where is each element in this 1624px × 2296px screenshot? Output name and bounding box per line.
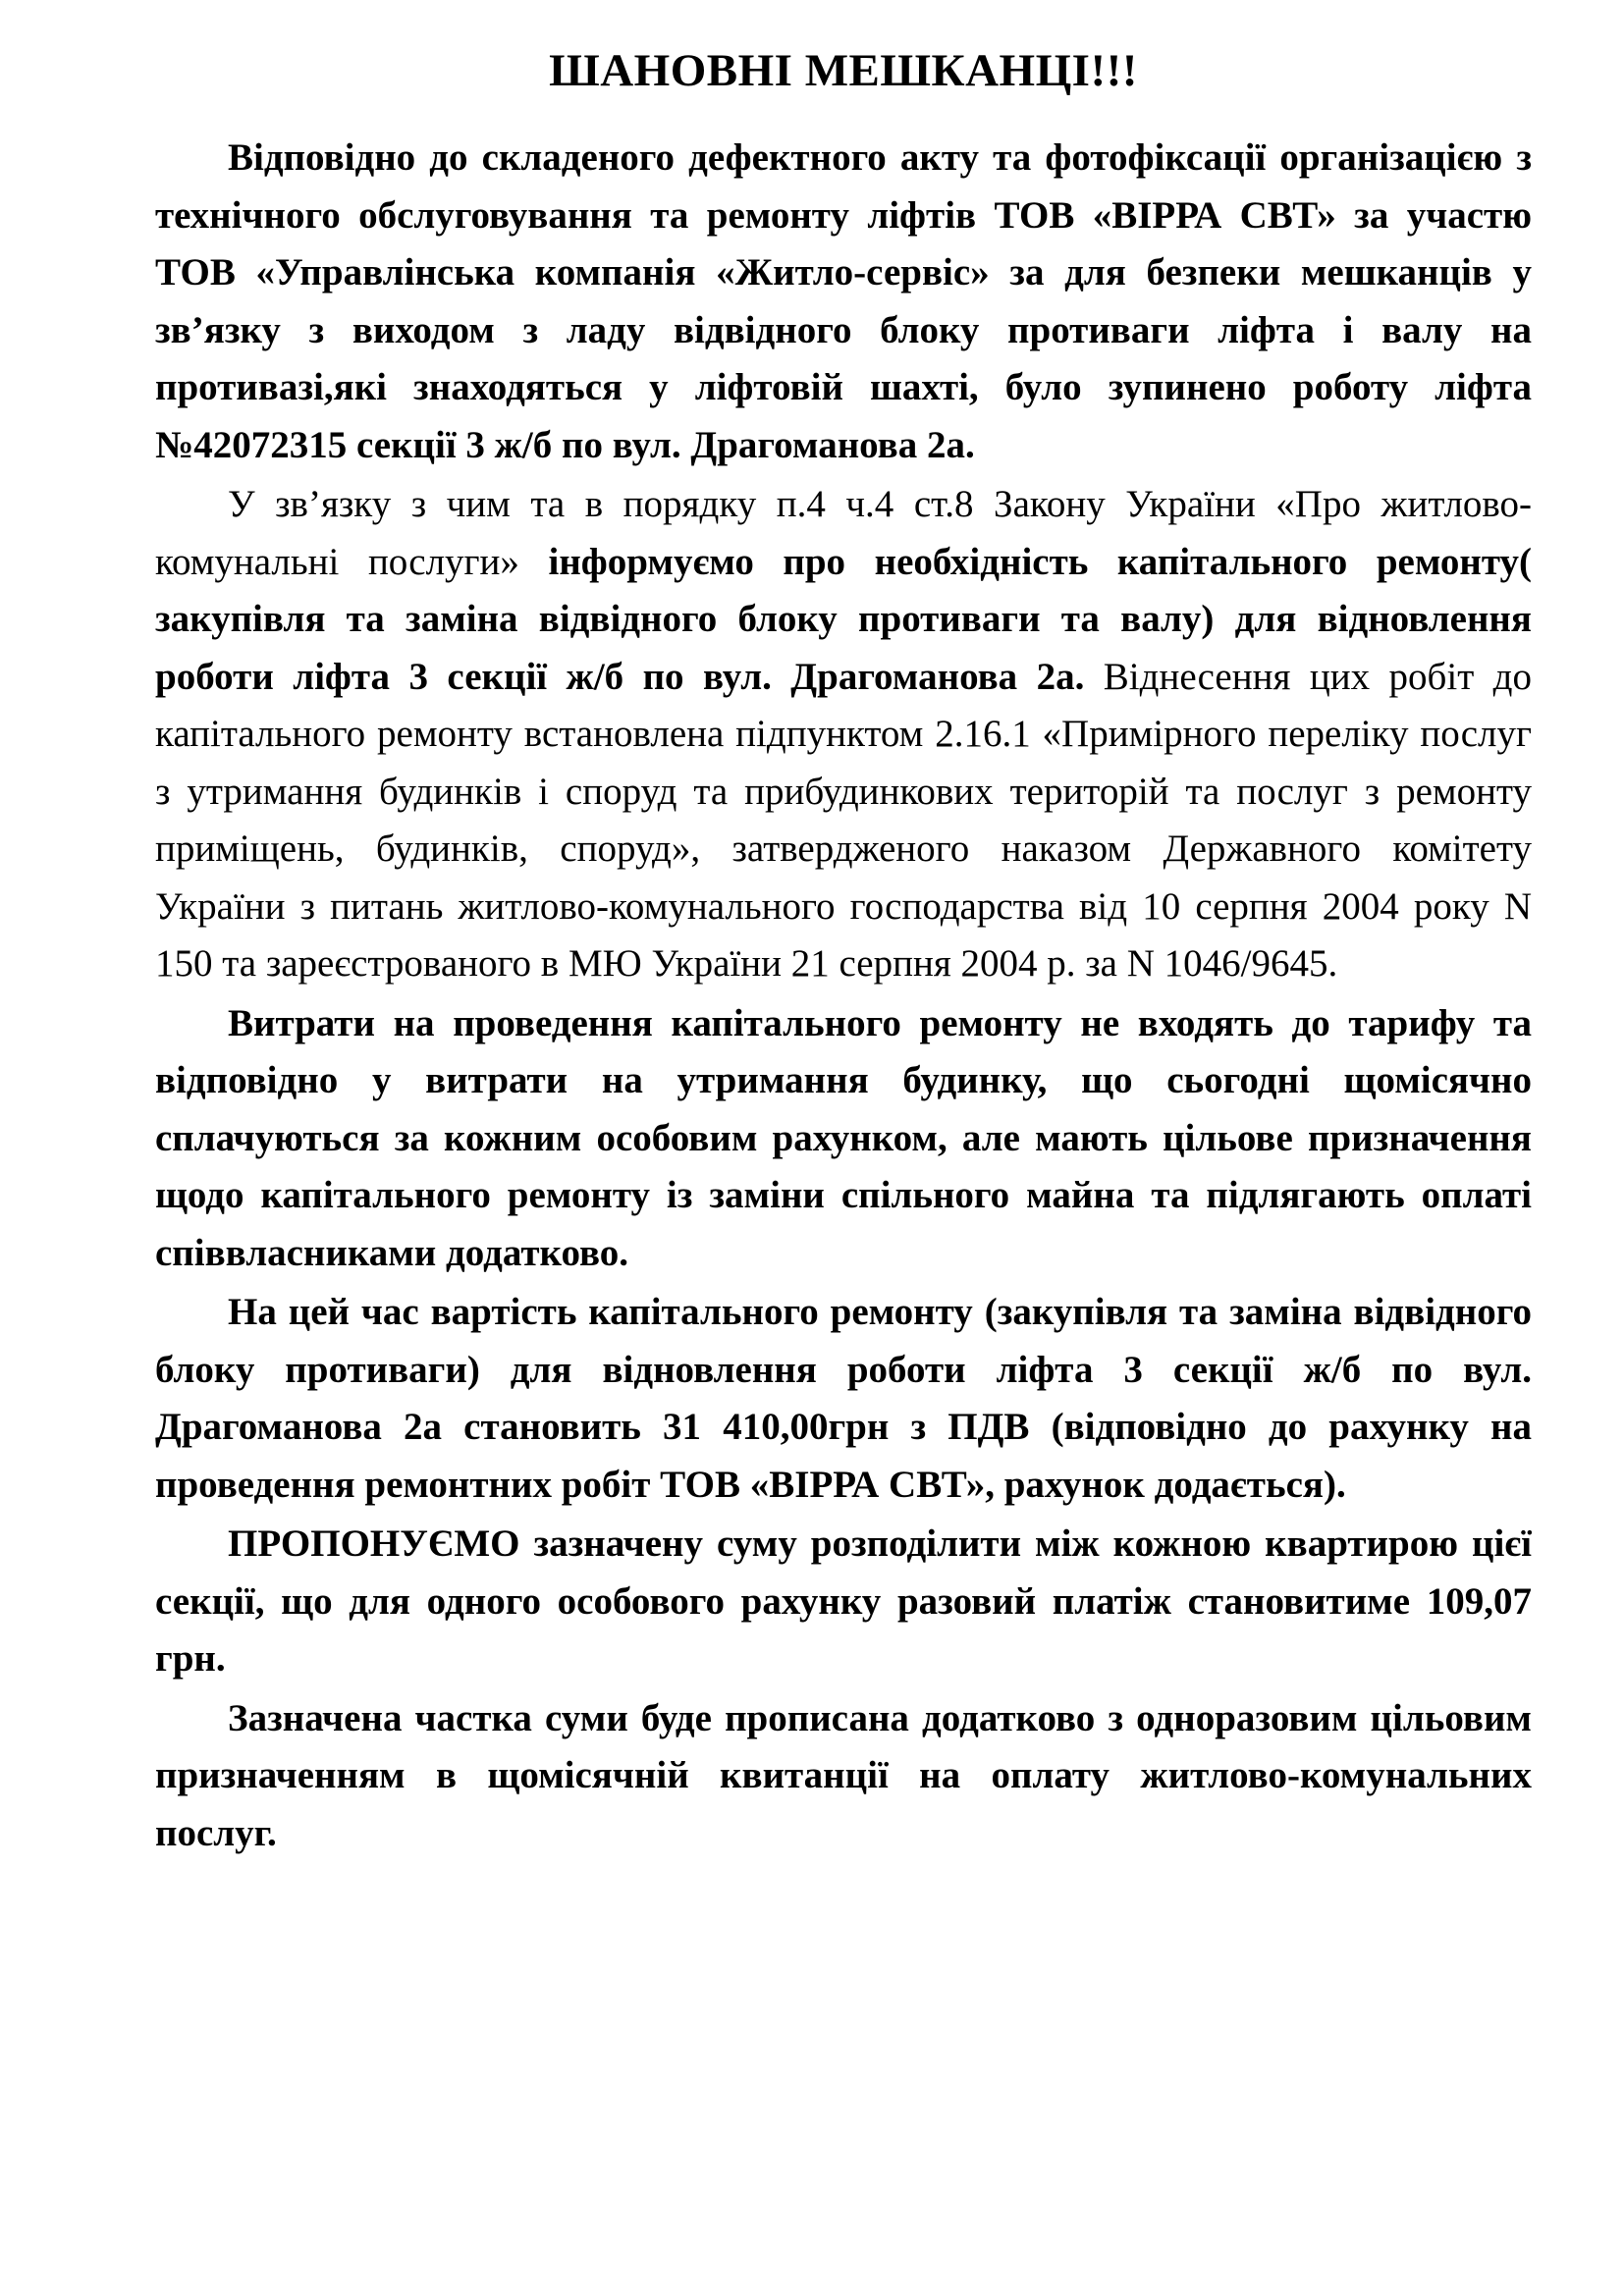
document-title: ШАНОВНІ МЕШКАНЦІ!!! [549, 45, 1138, 96]
legal-basis-intro: У зв’язку з чим та в порядку п.4 ч.4 ст.8 Закону України «Про житлово-комунальні послуги» [155, 483, 1532, 583]
legal-reference: Віднесення цих робіт до капітального ремонту встановлена підпунктом 2.16.1 «Примірного переліку послуг з утримання будинків і споруд та прибудинкових територій та послуг з ремонту приміщень, будинків, споруд», затвердженого наказом Державного комітету України з питань житлово-комунального господарства від 10 серпня 2004 року N 150 та зареєстрованого в МЮ України 21 серпня 2004 р. за N 1046/9645. [155, 655, 1533, 985]
paragraph-legal-basis [155, 476, 1532, 993]
paragraph-defect-act: Відповідно до складеного дефектного акту та фотофіксації організацією з технічного обслуговування та ремонту ліфтів ТОВ «ВІРРА СВТ» за участю ТОВ «Управлінська компанія «Житло-сервіс» за для безпеки мешканців у зв’язку з виходом з ладу відвідного блоку противаги ліфта і валу на противазі,які знаходяться у ліфтовій шахті, було зупинено роботу ліфта №42072315 секції 3 ж/б по вул. Драгоманова 2а. [155, 136, 1532, 466]
paragraph-proposal: ПРОПОНУЄМО зазначену суму розподілити між кожною квартирою цієї секції, що для одного особового рахунку разовий платіж становитиме 109,07 грн. [155, 1522, 1532, 1680]
paragraph-billing: Зазначена частка суми буде прописана додатково з одноразовим цільовим призначенням в щомісячній квитанції на оплату житлово-комунальних послуг. [155, 1696, 1532, 1854]
paragraph-repair-cost: На цей час вартість капітального ремонту (закупівля та заміна відвідного блоку противаги) для відновлення роботи ліфта 3 секції ж/б по вул. Драгоманова 2а становить 31 410,00грн з ПДВ (відповідно до рахунку на проведення ремонтних робіт ТОВ «ВІРРА СВТ», рахунок додається). [155, 1291, 1532, 1506]
capital-repair-notice: інформуємо про необхідність капітального ремонту( закупівля та заміна відвідного блоку противаги та валу) для відновлення роботи ліфта 3 секції ж/б по вул. Драгоманова 2а. [155, 540, 1532, 698]
paragraph-costs: Витрати на проведення капітального ремонту не входять до тарифу та відповідно у витрати на утримання будинку, що сьогодні щомісячно сплачуються за кожним особовим рахунком, але мають цільове призначення щодо капітального ремонту із заміни спільного майна та підлягають оплаті співвласниками додатково. [155, 1001, 1532, 1274]
document-page [155, 41, 1532, 1862]
